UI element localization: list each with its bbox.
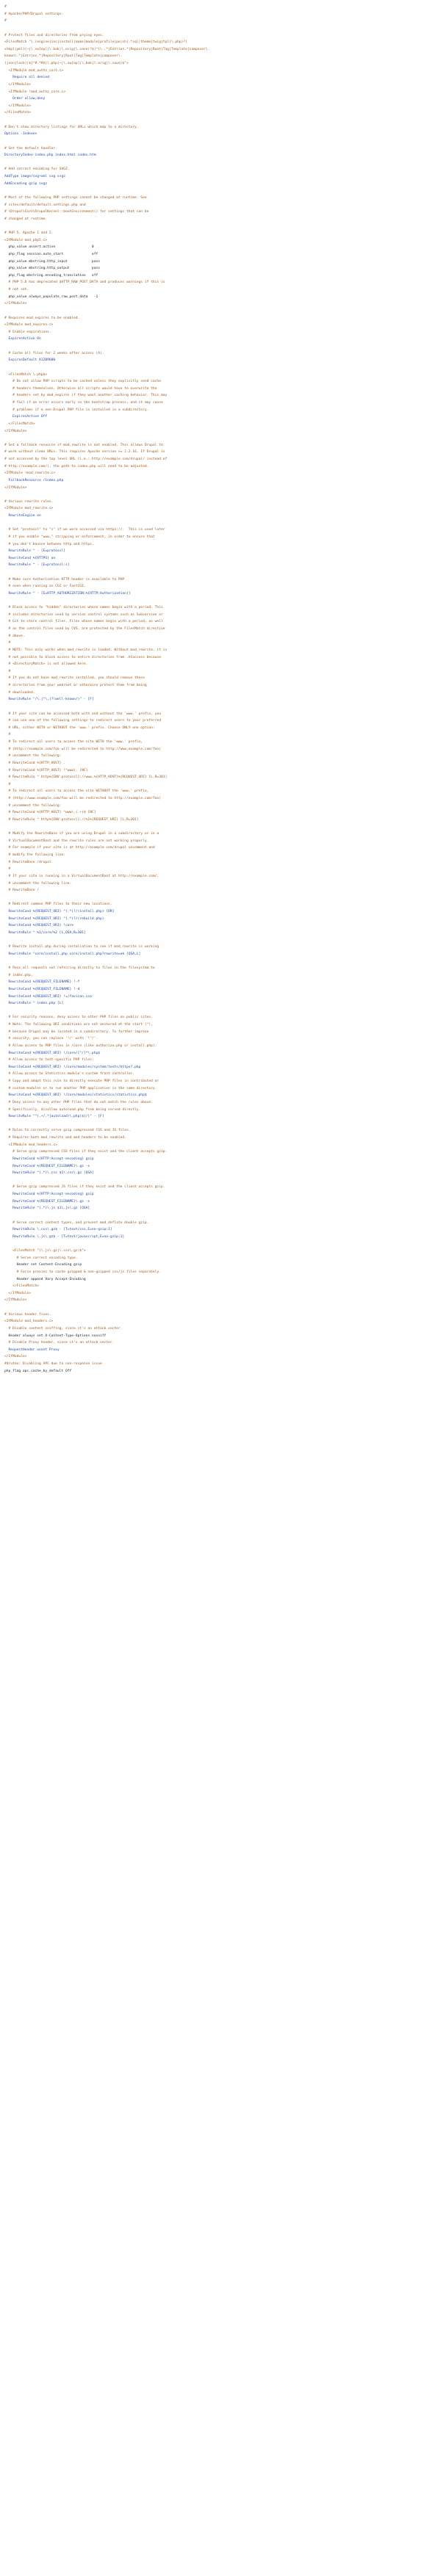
code-line: # [4,867,11,872]
code-line: </FilesMatch> [4,422,35,426]
code-line: # not possible to block access to entire directories from .htaccess because [4,655,161,659]
code-line [4,222,437,230]
code-line: # uncomment the following line: [4,881,72,886]
code-line [4,491,437,499]
code-line: RewriteRule ^ - [E=protossl:s] [4,563,70,568]
code-line: # directories from your webroot or otherwise protect them from being [4,684,147,687]
code-line: # RewriteCond %{HTTP_HOST} !^www\. [NC] [4,768,88,773]
code-line: # [4,19,7,23]
code-line: # fail if an error occurs early in the bootstrap process, and it may cause [4,401,163,405]
code-line: # Redirect common PHP files to their new locations. [4,902,112,907]
code-line [4,308,437,315]
code-line: Require all denied [4,76,49,80]
code-line: ExpiresActive Off [4,415,48,419]
code-line: # Disable content sniffing, since it's an attack vector. [4,1326,123,1331]
code-line: FallbackResource /index.php [4,478,64,482]
code-line: # [4,641,11,645]
code-line: # (http://www.example.com/foo will be redirected to http://example.com/foo) [4,797,161,800]
code-line: #drutex: Disabling APC due to non-response issue [4,1362,102,1366]
code-line: # RewriteCond %{HTTP_HOST} ^www\.(.+)$ [NC] [4,811,96,815]
code-line: Header append Vary Accept-Encoding [4,1277,86,1281]
code-line: # Set the default handler. [4,146,57,151]
code-line: AddEncoding gzip svgz [4,181,48,186]
code-line [4,824,437,831]
code-line: # not accessed by the top level URL (i.e.: http://example.com/drupal/ instead of [4,457,168,461]
code-line: # PHP 5.6 has deprecated $HTTP_RAW_POST_DATA and produces warnings if this is [4,281,165,285]
code-line [4,520,437,527]
code-line: # [4,5,7,9]
code-line: # Modify the RewriteBase if you are using Drupal in a subdirectory or in a [4,832,159,836]
code-line [4,364,437,372]
code-line: </IfModule> [4,1355,27,1359]
code-line: # because Drupal may be located in a subdirectory. To further improve [4,1030,149,1034]
code-line: # Force proxies to cache gzipped & non-gzipped css/js files separately. [4,1270,161,1274]
code-line: # Disable Proxy header, since it's an attack vector. [4,1341,115,1345]
code-line: # Note: The following URI conditions are not anchored at the start (^), [4,1023,153,1027]
code-line: # Set a fallback resource if mod_rewrite is not enabled. This allows Drupal to [4,443,163,447]
code-line: # Rewrite install.php during installation to see if mod_rewrite is working [4,945,159,949]
code-line [4,598,437,605]
code-line: # To redirect all users to access the site WITHOUT the 'www.' prefix, [4,789,149,794]
code-line: RewriteRule "/\.|^\.(?!well-known/)" - [F] [4,698,94,702]
code-line: Options -Indexes [4,132,37,137]
code-line: # Do not allow PHP scripts to be cached unless they explicitly send cache [4,380,161,384]
code-line: # Various rewrite rules. [4,499,54,504]
code-line [4,117,437,124]
code-line: # RewriteRule ^ http%{ENV:protossl}://www.%{HTTP_HOST}%{REQUEST_URI} [L,R=301] [4,775,168,780]
code-line: # Allow access to test-specific PHP files: [4,1058,94,1063]
htaccess-document [4,4,437,1375]
code-line: RewriteRule "^(.+/.*|autoload)\.php($|/)" - [F] [4,1115,104,1119]
code-line: # PHP 5, Apache 1 and 2. [4,231,54,235]
code-line: </FilesMatch> [4,111,31,115]
code-line: # Rules to correctly serve gzip compressed CSS and JS files. [4,1129,131,1133]
code-line: RewriteCond %{REQUEST_URI} ^(.*)?/(install.php) [OR] [4,910,115,913]
code-line: RewriteCond %{REQUEST_URI} !/core/modules/statistics/statistics.php$ [4,1093,147,1098]
code-line: ExpiresActive On [4,337,41,341]
code-line: Header set Content-Encoding gzip [4,1263,82,1267]
code-line [4,1007,437,1015]
code-line: # <DirectoryMatch> is not allowed here. [4,662,88,667]
code-line: # Pass all requests not referring directly to files in the filesystem to [4,966,155,970]
code-line: RewriteCond %{REQUEST_FILENAME}\.gz -s [4,1164,90,1168]
code-line: # Copy and adapt this rule to directly execute PHP files in contributed or [4,1079,159,1083]
code-line: RewriteCond %{REQUEST_FILENAME} !-d [4,987,80,991]
code-line: AddType image/svg+xml svg svgz [4,175,65,178]
code-line: RewriteCond %{REQUEST_URI} ^(.*)?/(rebuild.php) [4,916,104,921]
code-line [4,159,437,167]
code-line: # if you enable "www." stripping or enforcement, in order to ensure that [4,535,155,539]
code-line: # For security reasons, deny access to other PHP files on public sites. [4,1016,153,1020]
code-line: # Serve correct content types, and prevent mod_deflate double gzip. [4,1220,149,1225]
code-line: # Requires both mod_rewrite and mod_headers to be enabled. [4,1136,126,1140]
code-line: # For example if your site is at http://example.com/drupal uncomment and [4,846,155,850]
code-line: # RewriteCond %{HTTP_HOST} . [4,761,65,765]
code-line [4,343,437,350]
code-line: # can use one of the following settings to redirect users to your preferred [4,719,161,723]
code-line: # NOTE: This only works when mod_rewrite is loaded. Without mod_rewrite, it is [4,648,168,652]
code-line: </IfModule> [4,429,27,433]
code-line: <IfModule mod_rewrite.c> [4,507,54,511]
code-line: RewriteRule ^(.*)\.js $1\.js\.gz [QSA] [4,1206,90,1211]
code-line [4,1212,437,1220]
code-line: # Most of the following PHP settings cannot be changed at runtime. See [4,195,147,200]
code-line: # Serve correct encoding type. [4,1256,78,1260]
code-line [4,1304,437,1311]
code-line: <IfModule !mod_rewrite.c> [4,471,56,476]
code-line: RewriteRule ^ - [E=protossl] [4,549,65,554]
code-line: # Allow access to PHP files in /core (like authorize.php or install.php): [4,1043,157,1048]
code-line [4,25,437,32]
code-line: RewriteCond %{REQUEST_FILENAME}\.gz -s [4,1199,90,1204]
code-line: # Cache all files for 2 weeks after access (A). [4,351,104,355]
code-line: php_value always_populate_raw_post_data -1 [4,294,98,299]
code-line: <FilesMatch \.php$> [4,372,48,377]
code-line: <IfModule mod_headers.c> [4,1143,57,1147]
code-line: RewriteEngine on [4,514,41,518]
code-line: RewriteRule ^core/install.php core/install.php?rewrite=ok [QSA,L] [4,952,141,956]
code-line: # VirtualDocumentRoot and the rewrite rules are not working properly. [4,839,149,843]
code-line: # Make sure Authorization HTTP header is available to PHP [4,577,125,582]
code-line: # Serve gzip compressed CSS files if they exist and the client accepts gzip. [4,1150,168,1154]
code-line: # Don't show directory listings for URLs which map to a directory. [4,125,139,129]
code-line: # Allow access to Statistics module's custom front controller. [4,1072,135,1077]
code-line: RewriteCond %{REQUEST_URI} !=/favicon.ico [4,994,92,999]
code-line: # Set "protossl" to "s" if we were accessed via https://. This is used later [4,528,165,532]
code-line: # above. [4,634,25,638]
code-line: # headers set by mod_expires if they want another caching behavior. This may [4,394,168,398]
code-line: php_value mbstring.http_input pass [4,259,100,264]
code-line: # as the control files used by CVS, are protected by the FilesMatch directive [4,627,165,631]
code-line: RewriteCond %{REQUEST_FILENAME} !-f [4,980,80,985]
code-line: <FilesMatch "(\.js\.gz|\.css\.gz)$"> [4,1249,86,1253]
code-line: RewriteRule \.js\.gz$ - [T=text/javascript,E=no-gzip:1] [4,1234,125,1239]
code-line: # [4,669,11,673]
code-line: RewriteRule ^ index.php [L] [4,1002,64,1006]
code-line: # If you do not have mod_rewrite installed, you should remove these [4,676,145,681]
code-line [4,1240,437,1248]
code-line [4,435,437,442]
code-line: # If your site is running in a VirtualDocumentRoot at http://example.com/, [4,874,159,878]
code-line: RewriteCond %{HTTPS} on [4,556,56,560]
code-line: <IfModule mod_headers.c> [4,1320,54,1324]
code-line: php_flag session.auto_start off [4,252,98,256]
code-line: # Enable expirations. [4,330,51,334]
code-line: </IfModule> [4,302,27,306]
code-line: # index.php. [4,973,33,977]
code-line: # Various header fixes. [4,1312,51,1317]
code-line: # not set. [4,288,29,292]
code-line: php_flag mbstring.encoding_translation off [4,273,98,278]
code-line [4,703,437,711]
code-line: # downloaded. [4,690,35,695]
code-line: <IfModule !mod_authz_core.c> [4,90,65,94]
code-line: DirectoryIndex index.php index.html index.htm [4,153,96,158]
code-line: RewriteRule ^ %1/core/%2 [L,QSA,R=301] [4,930,86,935]
code-line: </IfModule> [4,1291,31,1295]
code-line: # Git to store control files. Files whose names begin with a period, as well [4,620,163,624]
code-line: # includes directories used by version control systems such as Subversion or [4,612,163,617]
code-line: # security, you can replace '!/' with '!^/'. [4,1037,98,1041]
code-line: <FilesMatch "\.(engine|inc|install|make|module|profile|po|sh|.*sql|theme|twig|tpl(\.php)?| [4,40,187,45]
code-line: # uncomment the following: [4,754,62,759]
code-line: # Deny access to any other PHP files that do not match the rules above. [4,1100,153,1104]
code-line: Header always set X-Content-Type-Options nosniff [4,1334,107,1338]
code-line: RewriteCond %{HTTP:Accept-encoding} gzip [4,1157,94,1161]
code-line: </IfModule> [4,82,31,87]
code-line: # custom modules or to run another PHP application in the same directory. [4,1086,157,1090]
code-line: # Add correct encoding for SVGZ. [4,167,70,172]
code-line: # http://example.com/), the path to index.php will need to be adjusted. [4,464,149,468]
code-line [4,569,437,576]
code-line: # problems if a non-Drupal PHP file is installed in a subdirectory. [4,408,149,412]
code-line: RequestHeader unset Proxy [4,1347,60,1352]
code-line: # Apache/PHP/Drupal settings: [4,12,64,16]
code-line: # [4,733,11,737]
code-line: # RewriteBase /drupal [4,860,51,864]
code-line: RewriteCond %{REQUEST_URI} !core [4,924,74,928]
code-line: # Specifically, disallow autoload.php from being served directly. [4,1107,141,1112]
code-line: # \Drupal\Core\DrupalKernel::bootEnvironment() for settings that can be [4,210,149,214]
code-line: # RewriteRule ^ http%{ENV:protossl}://%1%{REQUEST_URI} [L,R=301] [4,817,139,822]
code-line: # [4,782,11,786]
code-line [4,937,437,944]
code-line: # sites/default/default.settings.php and [4,203,86,207]
code-line: # Protect files and directories from prying eyes. [4,33,104,37]
code-line: php_value assert.active 0 [4,245,94,250]
code-line: # headers themselves. Otherwise all scripts would have to overwrite the [4,386,157,391]
code-line: # changed at runtime. [4,217,48,221]
code-line: xtmpl|yml)(~|\.sw[op]|\.bak|\.orig|\.save)?$|^(\..*|Entries.*|Repository|Root|Tag|Template|composer\. [4,47,210,51]
code-line [4,894,437,902]
code-line: # you don't bounce between http and https. [4,542,94,546]
code-line: ExpiresDefault A1209600 [4,358,56,363]
code-line: known\.*|Entries.*|Repository|Root|Tag|Template|composer\. [4,54,123,59]
code-line [4,138,437,145]
code-line: RewriteRule \.css\.gz$ - [T=text/css,E=no-gzip:1] [4,1228,112,1232]
code-line: # If your site can be accessed both with and without the 'www.' prefix, you [4,712,161,716]
code-line: <IfModule mod_php5.c> [4,238,48,242]
code-line: </IfModule> [4,485,27,490]
code-line: # work without clean URLs. This requires Apache version >= 2.2.16. If Drupal is [4,450,165,455]
code-line: # modify the following line: [4,853,65,857]
code-line: php_flag apc.cache_by_default Off [4,1369,72,1373]
code-line [4,187,437,195]
code-line: RewriteRule ^ - [E=HTTP_AUTHORIZATION:%{HTTP:Authorization}] [4,591,131,596]
code-line: # even when running as CGI or FastCGI. [4,585,86,589]
code-line [4,1177,437,1184]
code-line: </IfModule> [4,1298,27,1303]
code-line: <IfModule mod_expires.c> [4,323,54,328]
code-line: # Serve gzip compressed JS files if they exist and the client accepts gzip. [4,1185,165,1190]
code-line: RewriteCond %{REQUEST_URI} !/core/modules/system/tests/https?.php [4,1065,141,1069]
code-line: RewriteCond %{HTTP:Accept-encoding} gzip [4,1193,94,1196]
code-line: php_value mbstring.http_output pass [4,267,100,271]
code-line: # Block access to "hidden" directories whose names begin with a period. This [4,606,163,610]
code-line: # RewriteBase / [4,889,40,893]
code-line: # URL, either WITH or WITHOUT the 'www.' prefix. Choose ONLY one option: [4,726,155,730]
code-line: # (http://example.com/foo will be redirected to http://www.example.com/foo) [4,747,161,751]
code-line: # To redirect all users to access the site WITH the 'www.' prefix, [4,740,143,744]
code-line [4,958,437,965]
code-line: </FilesMatch> [4,1284,40,1289]
code-line [4,1121,437,1128]
code-line: (json|lock))$|^#.*#$|\.php(~|\.sw[op]|\.bak|\.orig|\.save)$"> [4,62,129,65]
code-line: </IfModule> [4,104,31,108]
code-line: RewriteCond %{REQUEST_URI} !/core/[^/]*\.php$ [4,1051,100,1055]
code-line: RewriteRule ^(.*)\.css $1\.css\.gz [QSA] [4,1171,94,1176]
code-line: Order allow,deny [4,97,46,101]
code-line: # Requires mod_expires to be enabled. [4,316,80,320]
code-line: # uncomment the following: [4,803,62,808]
code-line: <IfModule mod_authz_core.c> [4,68,64,73]
